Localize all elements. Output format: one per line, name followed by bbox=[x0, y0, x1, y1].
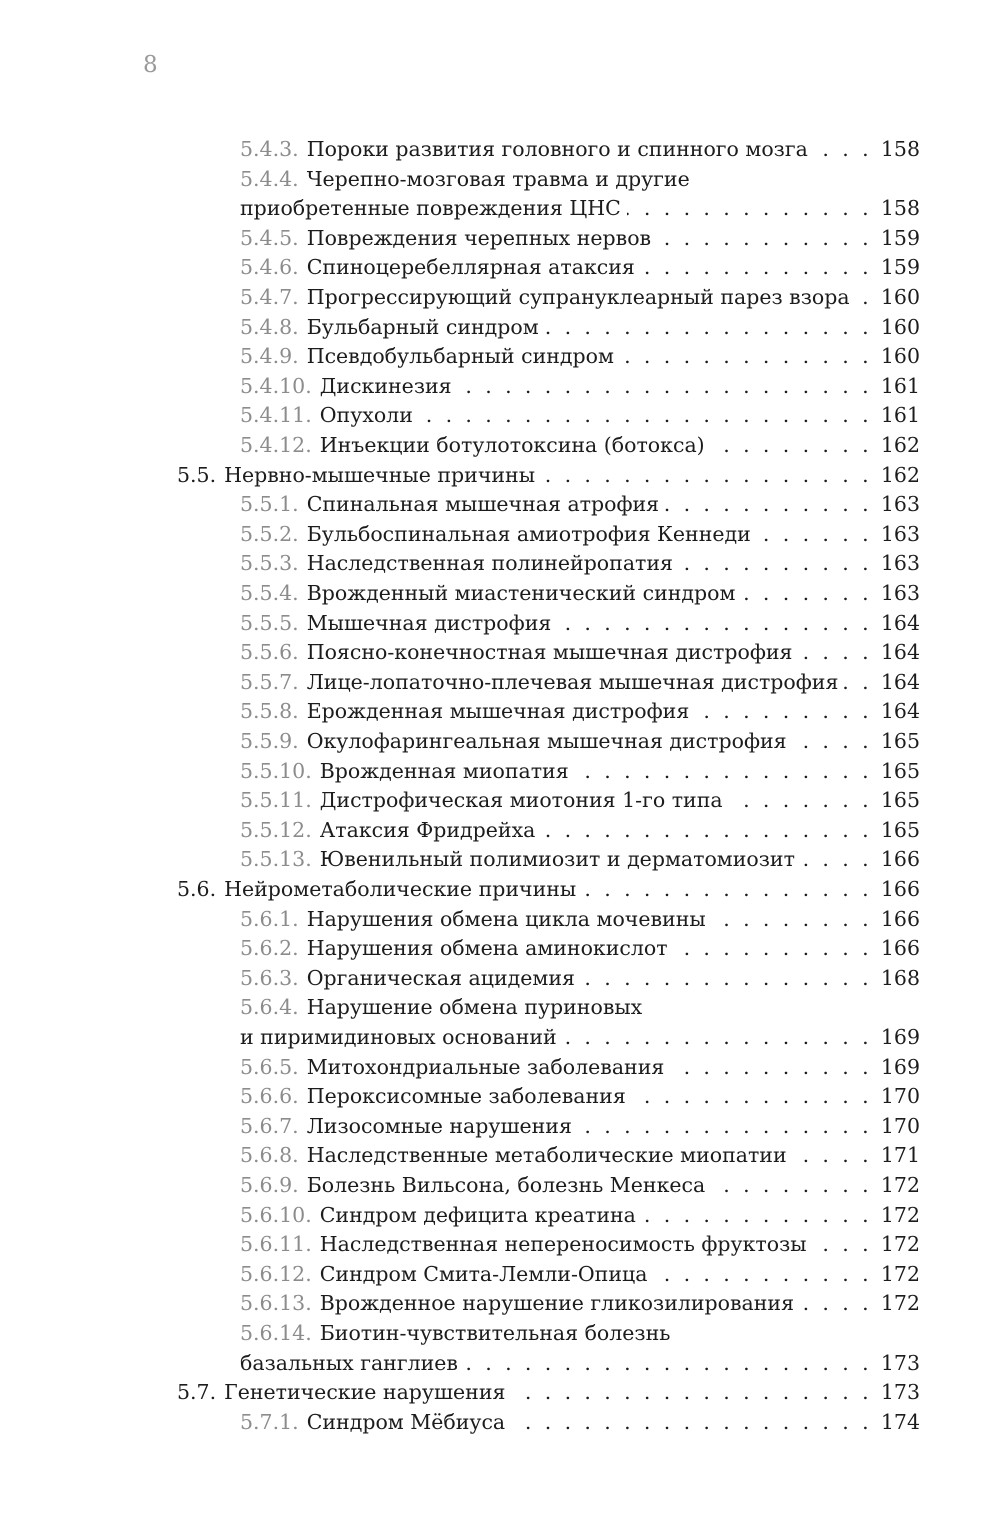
dot-leader bbox=[620, 342, 872, 370]
toc-entry bbox=[240, 1228, 920, 1258]
dot-leader bbox=[670, 1053, 872, 1081]
dot-leader bbox=[581, 964, 872, 992]
dot-leader bbox=[541, 461, 872, 489]
dot-leader bbox=[458, 372, 872, 400]
toc-entry-title: Черепно-мозговая травма и другие bbox=[306, 166, 690, 191]
toc-entry-page: 166 bbox=[880, 877, 920, 901]
toc-entry-title: Синдром Смита-Лемли-Опица bbox=[319, 1261, 648, 1286]
dot-leader bbox=[464, 1349, 872, 1377]
toc-entry-page: 172 bbox=[880, 1202, 920, 1227]
toc-entry-title: Повреждения черепных нервов bbox=[306, 225, 652, 250]
dot-leader bbox=[793, 727, 872, 755]
toc-entry-title: Поясно-конечностная мышечная дистрофия bbox=[306, 640, 793, 665]
toc-entry bbox=[240, 399, 920, 429]
toc-entry-number: 5.5.9. bbox=[240, 729, 299, 753]
toc-entry-page: 169 bbox=[880, 1025, 920, 1049]
dot-leader bbox=[641, 253, 872, 281]
toc-entry-title: Нарушение обмена пуриновых bbox=[306, 995, 643, 1020]
toc-entry-title: Мышечная дистрофия bbox=[306, 610, 552, 635]
toc-entry-page: 164 bbox=[880, 640, 920, 665]
toc-entry-title-continued: и пиримидиновых оснований bbox=[240, 1025, 557, 1049]
dot-leader bbox=[511, 1408, 872, 1436]
toc-entry-number: 5.5.1. bbox=[240, 492, 299, 517]
dot-leader bbox=[419, 401, 872, 429]
toc-entry-page: 170 bbox=[880, 1084, 920, 1109]
toc-entry bbox=[240, 1287, 920, 1317]
toc-entry-number: 5.5.10. bbox=[240, 758, 312, 783]
toc-entry-title: Митохондриальные заболевания bbox=[306, 1054, 665, 1079]
toc-entry-page: 165 bbox=[880, 729, 920, 753]
toc-entry-number: 5.5.2. bbox=[240, 521, 299, 546]
toc-entry bbox=[240, 370, 920, 400]
toc-entry bbox=[240, 281, 920, 311]
toc-entry-number: 5.6.2. bbox=[240, 936, 299, 961]
toc-entry bbox=[240, 163, 920, 193]
toc-entry-title: Опухоли bbox=[319, 403, 413, 428]
toc-entry-number: 5.6.4. bbox=[240, 995, 299, 1020]
toc-entry bbox=[240, 695, 920, 725]
toc-entry-title: Болезнь Вильсона, болезнь Менкеса bbox=[306, 1173, 706, 1197]
toc-entry-title: Атаксия Фридрейха bbox=[319, 817, 536, 842]
dot-leader bbox=[665, 490, 872, 518]
dot-leader bbox=[627, 194, 872, 222]
toc-entry-title: Нарушения обмена цикла мочевины bbox=[306, 906, 706, 931]
toc-entry-page: 172 bbox=[880, 1173, 920, 1197]
toc-entry-page: 160 bbox=[880, 285, 920, 309]
dot-leader bbox=[578, 1112, 872, 1140]
toc-entry-number: 5.6. bbox=[177, 877, 217, 901]
dot-leader bbox=[814, 135, 872, 163]
toc-entry-continuation bbox=[240, 192, 920, 222]
toc-entry-number: 5.5.8. bbox=[240, 699, 299, 724]
dot-leader bbox=[711, 1171, 872, 1199]
toc-entry-title: Врожденная миопатия bbox=[319, 758, 569, 783]
dot-leader bbox=[582, 875, 872, 903]
toc-entry-page: 158 bbox=[880, 137, 920, 161]
toc-entry bbox=[240, 1406, 920, 1436]
toc-entry bbox=[240, 1110, 920, 1140]
dot-leader bbox=[793, 1141, 872, 1169]
toc-entry bbox=[240, 932, 920, 962]
toc-entry-page: 164 bbox=[880, 610, 920, 635]
toc-entry-title: Врожденное нарушение гликозилирования bbox=[319, 1291, 795, 1316]
toc-section bbox=[177, 459, 920, 489]
toc-entry-title: Лизосомные нарушения bbox=[306, 1113, 572, 1138]
toc-entry-page: 172 bbox=[880, 1232, 920, 1257]
dot-leader bbox=[813, 1230, 872, 1258]
toc-entry-number: 5.6.8. bbox=[240, 1143, 299, 1168]
toc-entry-page: 163 bbox=[880, 521, 920, 546]
toc-entry bbox=[240, 784, 920, 814]
toc-entry-number: 5.6.3. bbox=[240, 965, 299, 990]
toc-entry-number: 5.5.13. bbox=[240, 847, 312, 872]
toc-entry-number: 5.5.5. bbox=[240, 610, 299, 635]
toc-entry-page: 165 bbox=[880, 758, 920, 783]
dot-leader bbox=[801, 845, 872, 873]
toc-entry-title: Бульбарный синдром bbox=[306, 314, 539, 339]
toc-entry bbox=[240, 340, 920, 370]
toc-entry bbox=[240, 1199, 920, 1229]
toc-entry bbox=[240, 725, 920, 755]
toc-entry-title: Пероксисомные заболевания bbox=[306, 1084, 626, 1109]
toc-entry-title: Спиноцеребеллярная атаксия bbox=[306, 255, 635, 280]
dot-leader bbox=[729, 786, 872, 814]
toc-entry-title: Нейрометаболические причины bbox=[224, 877, 577, 901]
toc-entry-page: 164 bbox=[880, 699, 920, 724]
toc-entry-number: 5.5.4. bbox=[240, 581, 299, 605]
toc-entry-number: 5.6.7. bbox=[240, 1113, 299, 1138]
toc-entry-number: 5.4.6. bbox=[240, 255, 299, 280]
toc-entry-number: 5.6.9. bbox=[240, 1173, 299, 1197]
toc-entry-number: 5.7.1. bbox=[240, 1409, 299, 1434]
toc-entry-number: 5.6.6. bbox=[240, 1084, 299, 1109]
toc-entry-page: 166 bbox=[880, 936, 920, 961]
toc-entry-page: 171 bbox=[880, 1143, 920, 1168]
toc-entry-number: 5.6.13. bbox=[240, 1291, 312, 1316]
toc-entry-number: 5.7. bbox=[177, 1380, 217, 1405]
dot-leader bbox=[541, 816, 872, 844]
dot-leader bbox=[674, 934, 872, 962]
toc-entry-page: 160 bbox=[880, 314, 920, 339]
dot-leader bbox=[679, 549, 872, 577]
toc-entry-title: Ерожденная мышечная дистрофия bbox=[306, 699, 690, 724]
toc-entry-title: Лице-лопаточно-плечевая мышечная дистрофия bbox=[306, 669, 839, 694]
toc-entry-number: 5.5.7. bbox=[240, 669, 299, 694]
toc-entry-page: 165 bbox=[880, 788, 920, 813]
toc-entry bbox=[240, 311, 920, 341]
toc-entry-page: 165 bbox=[880, 817, 920, 842]
toc-entry-title: Нервно-мышечные причины bbox=[224, 462, 536, 487]
toc-entry-page: 160 bbox=[880, 344, 920, 369]
toc-entry bbox=[240, 814, 920, 844]
toc-entry-title: Ювенильный полимиозит и дерматомиозит bbox=[319, 847, 795, 872]
toc-entry-page: 174 bbox=[880, 1409, 920, 1434]
toc-entry bbox=[240, 1080, 920, 1110]
toc-entry-title: Спинальная мышечная атрофия bbox=[306, 492, 660, 517]
toc-entry-title: Прогрессирующий супрануклеарный парез взора bbox=[306, 285, 850, 309]
toc-entry bbox=[240, 1258, 920, 1288]
toc-entry-number: 5.6.14. bbox=[240, 1321, 312, 1345]
toc-entry-number: 5.4.10. bbox=[240, 373, 312, 398]
toc-entry-title: Синдром дефицита креатина bbox=[319, 1202, 636, 1227]
toc-entry-page: 172 bbox=[880, 1291, 920, 1316]
toc-entry-page: 162 bbox=[880, 433, 920, 457]
toc-entry-number: 5.5.12. bbox=[240, 817, 312, 842]
toc-entry-number: 5.6.12. bbox=[240, 1261, 312, 1286]
toc-section bbox=[177, 873, 920, 903]
toc-entry-title: Органическая ацидемия bbox=[306, 965, 575, 990]
toc-entry-number: 5.4.11. bbox=[240, 403, 312, 428]
toc-entry bbox=[240, 991, 920, 1021]
toc-entry bbox=[240, 251, 920, 281]
toc-entry-page: 162 bbox=[880, 462, 920, 487]
toc-entry-page: 170 bbox=[880, 1113, 920, 1138]
toc-entry bbox=[240, 488, 920, 518]
toc-entry-page: 161 bbox=[880, 403, 920, 428]
page-number: 8 bbox=[143, 52, 158, 78]
toc-entry bbox=[240, 1139, 920, 1169]
dot-leader bbox=[695, 697, 872, 725]
toc-entry-number: 5.5.6. bbox=[240, 640, 299, 665]
toc-entry-number: 5.6.1. bbox=[240, 906, 299, 931]
dot-leader bbox=[642, 1201, 872, 1229]
toc-entry bbox=[240, 962, 920, 992]
toc-entry-page: 166 bbox=[880, 906, 920, 931]
toc-entry-title: Дискинезия bbox=[319, 373, 452, 398]
dot-leader bbox=[741, 579, 872, 607]
dot-leader bbox=[844, 668, 872, 696]
toc-entry-page: 161 bbox=[880, 373, 920, 398]
toc-entry-number: 5.6.11. bbox=[240, 1232, 312, 1257]
toc-entry-page: 164 bbox=[880, 669, 920, 694]
dot-leader bbox=[657, 224, 872, 252]
toc-entry-number: 5.4.4. bbox=[240, 166, 299, 191]
dot-leader bbox=[511, 1378, 872, 1406]
toc-entry bbox=[240, 1169, 920, 1199]
toc-entry-page: 169 bbox=[880, 1054, 920, 1079]
toc-entry-number: 5.4.9. bbox=[240, 344, 299, 369]
toc-entry-page: 172 bbox=[880, 1261, 920, 1286]
toc-entry-title: Врожденный миастенический синдром bbox=[306, 581, 736, 605]
toc-entry bbox=[240, 429, 920, 459]
toc-entry-page: 173 bbox=[880, 1380, 920, 1405]
toc-entry-title: Дистрофическая миотония 1-го типа bbox=[319, 788, 723, 813]
dot-leader bbox=[757, 520, 872, 548]
toc-entry bbox=[240, 636, 920, 666]
toc-entry-title: Инъекции ботулотоксина (ботокса) bbox=[319, 433, 705, 457]
toc-entry-number: 5.5.3. bbox=[240, 551, 299, 576]
toc-entry bbox=[240, 843, 920, 873]
toc-entry bbox=[240, 577, 920, 607]
toc-entry-number: 5.5. bbox=[177, 462, 217, 487]
toc-entry bbox=[240, 755, 920, 785]
toc-entry-continuation bbox=[240, 1347, 920, 1377]
toc-entry-number: 5.4.8. bbox=[240, 314, 299, 339]
toc-entry-page: 159 bbox=[880, 225, 920, 250]
toc-entry bbox=[240, 1051, 920, 1081]
dot-leader bbox=[798, 638, 872, 666]
toc-entry-title: Нарушения обмена аминокислот bbox=[306, 936, 668, 961]
toc-entry-title: Биотин-чувствительная болезнь bbox=[319, 1321, 671, 1345]
toc-entry-title: Окулофарингеальная мышечная дистрофия bbox=[306, 729, 787, 753]
dot-leader bbox=[632, 1082, 872, 1110]
toc-entry-page: 159 bbox=[880, 255, 920, 280]
toc-entry bbox=[240, 666, 920, 696]
toc-entry bbox=[240, 547, 920, 577]
toc-entry-title-continued: приобретенные повреждения ЦНС bbox=[240, 196, 621, 221]
toc-entry-page: 158 bbox=[880, 196, 920, 221]
toc-entry bbox=[240, 1317, 920, 1347]
toc-entry-page: 163 bbox=[880, 551, 920, 576]
toc-entry-title: Бульбоспинальная амиотрофия Кеннеди bbox=[306, 521, 751, 546]
toc-entry-title: Псевдобульбарный синдром bbox=[306, 344, 614, 369]
toc-entry-title-continued: базальных ганглиев bbox=[240, 1350, 458, 1375]
dot-leader bbox=[800, 1289, 872, 1317]
toc-entry-page: 168 bbox=[880, 965, 920, 990]
toc-entry bbox=[240, 133, 920, 163]
toc-entry bbox=[240, 903, 920, 933]
toc-entry bbox=[240, 607, 920, 637]
toc-entry-number: 5.4.3. bbox=[240, 137, 299, 161]
toc-entry-continuation bbox=[240, 1021, 920, 1051]
dot-leader bbox=[557, 609, 872, 637]
dot-leader bbox=[563, 1023, 872, 1051]
dot-leader bbox=[711, 431, 872, 459]
toc-entry-title: Наследственная непереносимость фруктозы bbox=[319, 1232, 807, 1257]
toc-entry-number: 5.4.12. bbox=[240, 433, 312, 457]
toc-entry-page: 173 bbox=[880, 1350, 920, 1375]
toc-entry bbox=[240, 518, 920, 548]
toc-entry-number: 5.6.10. bbox=[240, 1202, 312, 1227]
toc-entry-title: Наследственные метаболические миопатии bbox=[306, 1143, 787, 1168]
toc-entry-title: Пороки развития головного и спинного мозга bbox=[306, 137, 808, 161]
toc-entry-number: 5.6.5. bbox=[240, 1054, 299, 1079]
toc-entry-title: Генетические нарушения bbox=[224, 1380, 506, 1405]
dot-leader bbox=[653, 1260, 872, 1288]
toc-entry-page: 166 bbox=[880, 847, 920, 872]
dot-leader bbox=[712, 905, 872, 933]
toc-entry bbox=[240, 222, 920, 252]
toc-entry-page: 163 bbox=[880, 581, 920, 605]
dot-leader bbox=[575, 757, 872, 785]
dot-leader bbox=[856, 283, 872, 311]
toc-entry-number: 5.4.7. bbox=[240, 285, 299, 309]
toc-entry-number: 5.4.5. bbox=[240, 225, 299, 250]
toc-entry-title: Синдром Мёбиуса bbox=[306, 1409, 506, 1434]
dot-leader bbox=[545, 313, 872, 341]
toc-entry-page: 163 bbox=[880, 492, 920, 517]
toc-section bbox=[177, 1376, 920, 1406]
toc-entry-title: Наследственная полинейропатия bbox=[306, 551, 673, 576]
toc-entry-number: 5.5.11. bbox=[240, 788, 312, 813]
